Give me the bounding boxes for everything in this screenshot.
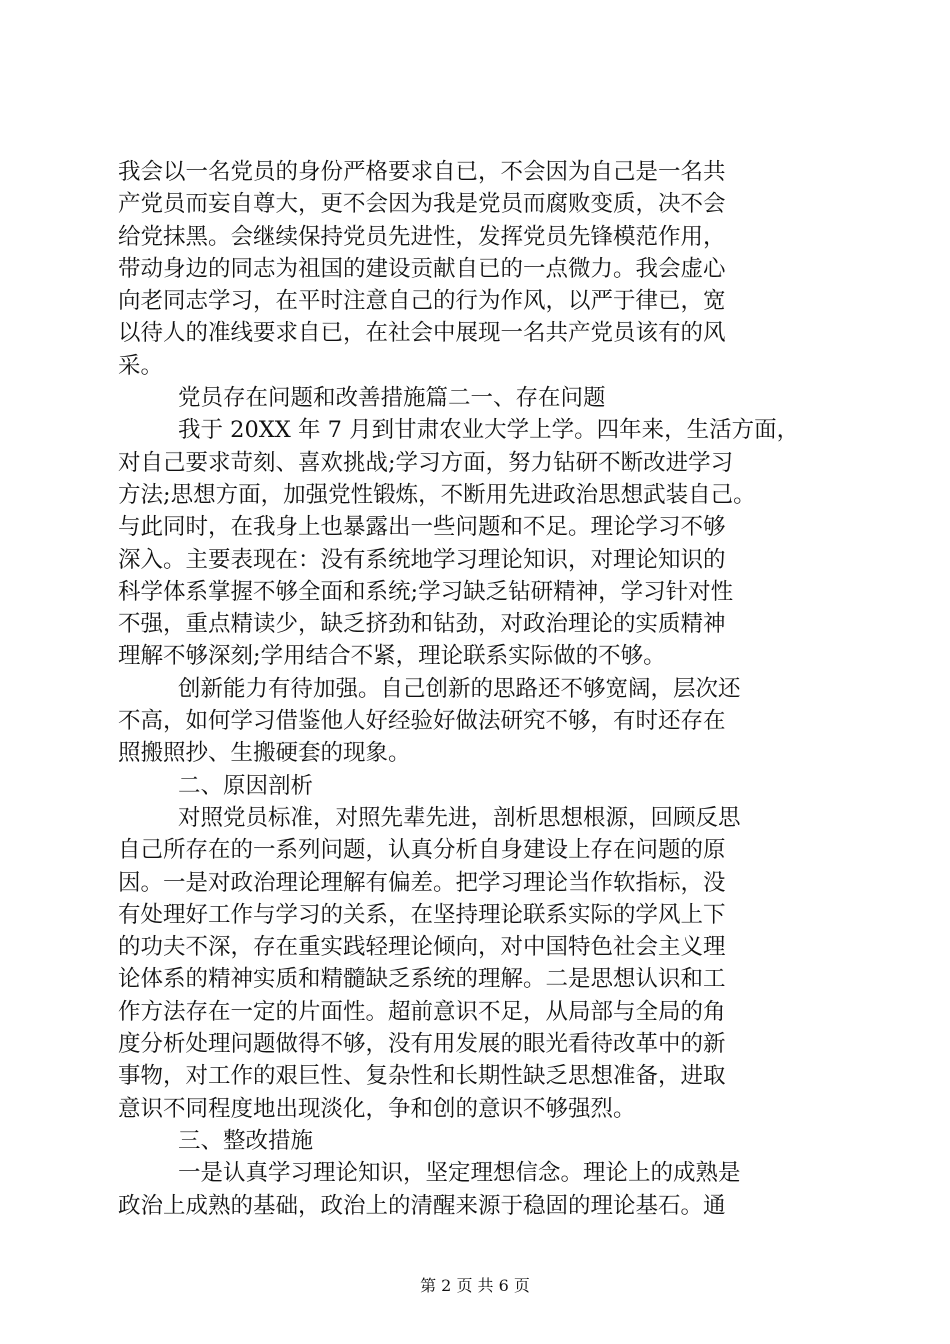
text-line: 对自己要求苛刻、喜欢挑战;学习方面，努力钻研不断改进学习 [118,449,734,476]
text-line: 度分析处理问题做得不够，没有用发展的眼光看待改革中的新 [118,1031,726,1058]
text-line: 我于 20XX 年 7 月到甘肃农业大学上学。四年来，生活方面， [178,417,800,444]
text-line: 产党员而妄自尊大，更不会因为我是党员而腐败变质，决不会 [118,191,726,218]
text-line: 与此同时，在我身上也暴露出一些问题和不足。理论学习不够 [118,514,726,541]
text-line: 三、整改措施 [178,1127,314,1154]
text-line: 意识不同程度地出现淡化，争和创的意识不够强烈。 [118,1095,636,1122]
text-line: 不高，如何学习借鉴他人好经验好做法研究不够，有时还存在 [118,708,726,735]
page-footer: 第 2 页 共 6 页 [420,1276,530,1295]
text-line: 方法;思想方面，加强党性锻炼，不断用先进政治思想武装自己。 [118,481,756,508]
text-line: 一是认真学习理论知识，坚定理想信念。理论上的成熟是 [178,1160,741,1187]
text-line: 自己所存在的一系列问题，认真分析自身建设上存在问题的原 [118,837,726,864]
text-line: 党员存在问题和改善措施篇二一、存在问题 [178,385,606,412]
text-line: 政治上成熟的基础，政治上的清醒来源于稳固的理论基石。通 [118,1192,726,1219]
text-line: 理解不够深刻;学用结合不紧，理论联系实际做的不够。 [118,643,666,670]
text-line: 因。一是对政治理论理解有偏差。把学习理论当作软指标，没 [118,869,726,896]
text-line: 带动身边的同志为祖国的建设贡献自已的一点微力。我会虚心 [118,255,726,282]
text-line: 创新能力有待加强。自己创新的思路还不够宽阔，层次还 [178,675,741,702]
document-body [118,156,836,1222]
text-line: 我会以一名党员的身份严格要求自已，不会因为自己是一名共 [118,159,726,185]
text-line: 的功夫不深，存在重实践轻理论倾向，对中国特色社会主义理 [118,934,726,961]
text-line: 采。 [118,352,164,379]
text-line: 给党抹黑。会继续保持党员先进性，发挥党员先锋模范作用， [118,223,726,250]
text-line: 事物，对工作的艰巨性、复杂性和长期性缺乏思想准备，进取 [118,1063,726,1090]
text-line: 深入。主要表现在：没有系统地学习理论知识，对理论知识的 [118,546,726,573]
text-line: 不强，重点精读少，缺乏挤劲和钻劲，对政治理论的实质精神 [118,611,726,638]
text-line: 对照党员标准，对照先辈先进，剖析思想根源，回顾反思 [178,804,741,831]
text-line: 有处理好工作与学习的关系，在坚持理论联系实际的学风上下 [118,901,726,928]
text-line: 论体系的精神实质和精髓缺乏系统的理解。二是思想认识和工 [118,966,726,993]
text-line: 二、原因剖析 [178,772,314,799]
text-line: 科学体系掌握不够全面和系统;学习缺乏钻研精神，学习针对性 [118,578,734,605]
text-line: 向老同志学习，在平时注意自己的行为作风，以严于律已，宽 [118,288,726,315]
text-line: 以待人的准线要求自已，在社会中展现一名共产党员该有的风 [118,320,726,347]
text-line: 作方法存在一定的片面性。超前意识不足，从局部与全局的角 [118,998,726,1025]
text-line: 照搬照抄、生搬硬套的现象。 [118,740,411,767]
